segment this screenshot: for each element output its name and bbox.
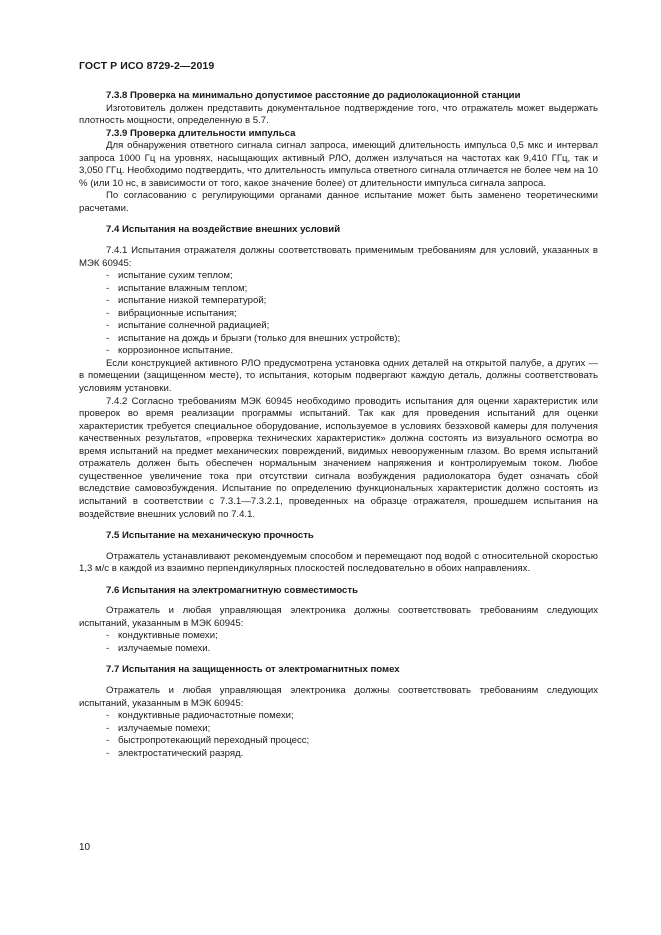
section-7-4-1-list xyxy=(79,270,598,358)
list-item: - излучаемые помехи. xyxy=(106,642,211,654)
section-7-4-2-paragraph: 7.4.2 Согласно требованиям МЭК 60945 необходимо проводить испытания для оценки характеристик или проверок во время реализации программы испытаний. Так как для проведения испытаний для оценки характеристик требуется специальное оборудование, используемое в условиях безэховой камеры для получения качественных результатов, «проверка технических характеристик» должна состоять из визуального осмотра во время испытаний на предмет механических повреждений, видимых невооруженным глазом. Во время испытаний отражатель должен быть обеспечен нормальным значением напряжения и контролируемым током. Любое существенное увеличение тока при отсутствии сигнала возбуждения радиолокатора будет означать сбой вследствие самовозбуждения. Испытание по определению функциональных характеристик должно состоять из испытаний в соответствии с 7.3.1—7.3.2.1, проведенных на образце отражателя, прошедшем испытания на воздействие внешних условий по 7.4.1. xyxy=(79,395,598,520)
list-item: - испытание сухим теплом; xyxy=(106,270,233,282)
section-7-5-paragraph: Отражатель устанавливают рекомендуемым способом и перемещают под водой с относительной скоростью 1,3 м/с в каждой из взаимно перпендикулярных плоскостей последовательно в обоих направлениях. xyxy=(79,550,598,575)
section-7-3-9-title: 7.3.9 Проверка длительности импульса xyxy=(106,127,296,139)
section-7-6-paragraph: Отражатель и любая управляющая электроника должны соответствовать требованиям следующих испытаний, указанным в МЭК 60945: xyxy=(79,605,598,629)
list-item: - быстропротекающий переходный процесс; xyxy=(106,735,310,747)
section-7-3-8-paragraph: Изготовитель должен представить документальное подтверждение того, что отражатель может выдержать плотность мощности, определенную в 5.7. xyxy=(79,102,598,127)
section-7-7-list xyxy=(79,710,598,760)
list-item: - кондуктивные помехи; xyxy=(106,630,218,642)
list-item: - кондуктивные радиочастотные помехи; xyxy=(106,710,294,722)
section-7-3-9-paragraph-2: По согласованию с регулирующими органами данное испытание может быть заменено теоретическими расчетами. xyxy=(79,190,598,214)
list-item: - коррозионное испытание. xyxy=(106,345,234,357)
section-7-4-1-paragraph-2: Если конструкцией активного РЛО предусмотрена установка одних деталей на открытой палубе, а других — в помещении (защищенном месте), то испытания, которым подвергают каждую деталь, должны соответствовать условиям установки. xyxy=(79,357,598,395)
list-item: - испытание влажным теплом; xyxy=(106,282,248,294)
section-7-3-8-title: 7.3.8 Проверка на минимально допустимое расстояние до радиолокационной станции xyxy=(106,90,521,101)
section-7-4-1-paragraph: 7.4.1 Испытания отражателя должны соответствовать применимым требованиям для условий, указанных в МЭК 60945: xyxy=(79,245,598,269)
section-7-3-9-paragraph-1: Для обнаружения ответного сигнала сигнал запроса, имеющий длительность импульса 0,5 мкс и интервал запроса 1000 Гц на уровнях, насыщающих активный РЛО, должен излучаться на частотах как 9,410 ГГц, так и 3,050 ГГц. Необходимо подтвердить, что длительность импульса ответного сигнала отличается не более чем на 10 % (или 10 нс, в зависимости от того, какое значение более) от длительности импульса сигнала запроса. xyxy=(79,140,598,189)
section-7-6-title: 7.6 Испытания на электромагнитную совместимость xyxy=(106,584,358,596)
section-7-4-title: 7.4 Испытания на воздействие внешних условий xyxy=(106,224,341,236)
list-item: - испытание на дождь и брызги (только для внешних устройств); xyxy=(106,332,401,344)
section-7-5-title: 7.5 Испытание на механическую прочность xyxy=(106,530,314,542)
section-7-7-title: 7.7 Испытания на защищенность от электромагнитных помех xyxy=(106,664,400,676)
document-header: ГОСТ Р ИСО 8729-2—2019 xyxy=(79,60,215,72)
page-number: 10 xyxy=(79,842,91,853)
page-content xyxy=(79,90,598,760)
list-item: - излучаемые помехи; xyxy=(106,722,211,734)
list-item: - вибрационные испытания; xyxy=(106,307,237,319)
section-7-7-paragraph: Отражатель и любая управляющая электроника должны соответствовать требованиям следующих испытаний, указанным в МЭК 60945: xyxy=(79,684,598,709)
list-item: - электростатический разряд. xyxy=(106,747,244,759)
section-7-6-list xyxy=(79,630,598,655)
list-item: - испытание солнечной радиацией; xyxy=(106,320,270,332)
list-item: - испытание низкой температурой; xyxy=(106,295,267,307)
